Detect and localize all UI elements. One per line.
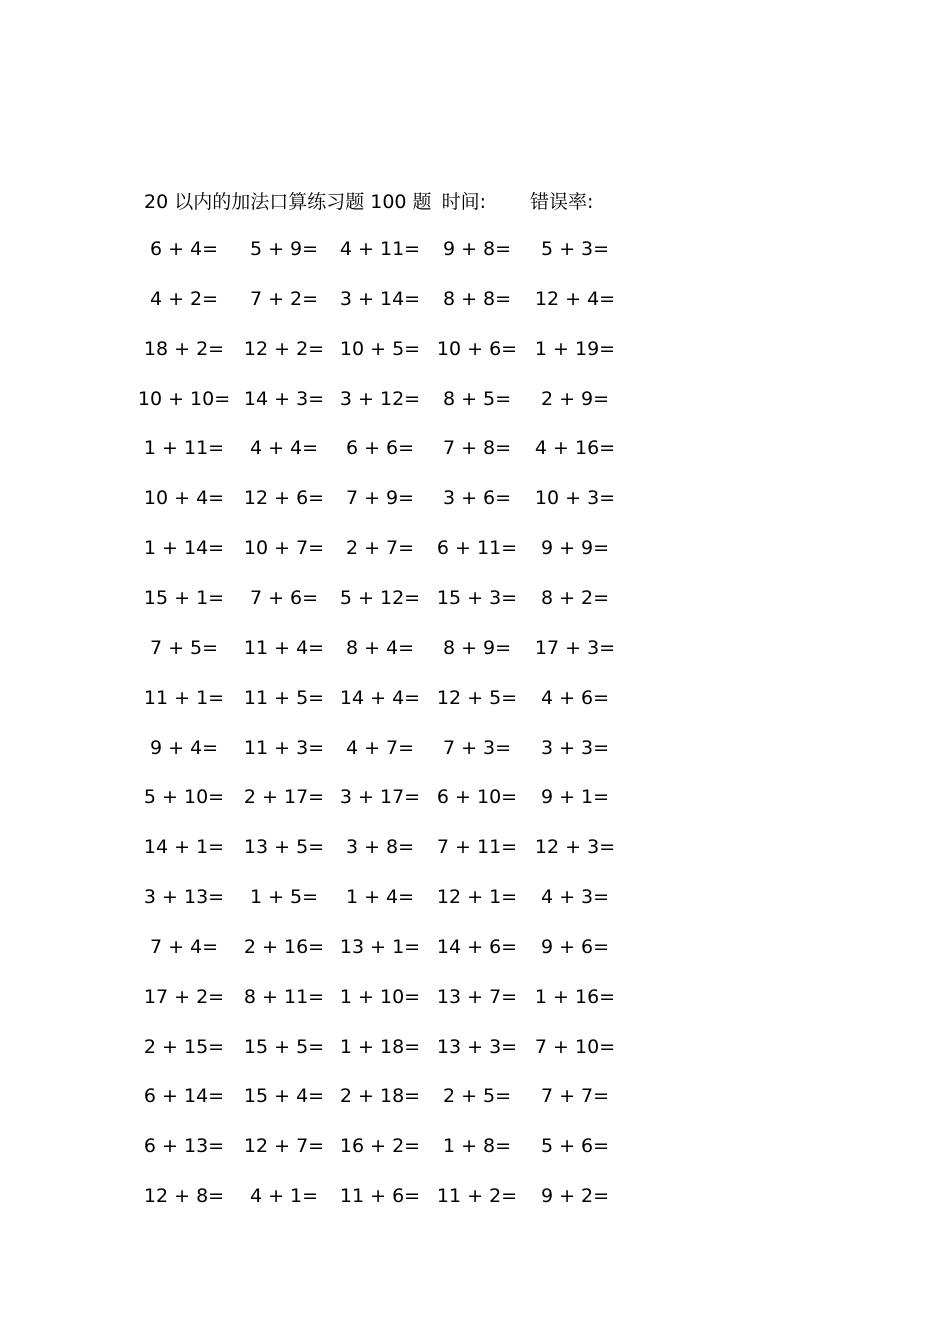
- problem-item: 8 + 11=: [243, 985, 325, 1008]
- problem-item: 1 + 10=: [339, 985, 421, 1008]
- problem-item: 13 + 5=: [243, 836, 325, 859]
- problem-item: 11 + 1=: [143, 686, 225, 709]
- problem-item: 17 + 3=: [534, 636, 616, 659]
- problem-item: 7 + 9=: [345, 487, 415, 510]
- problem-item: 12 + 3=: [534, 836, 616, 859]
- problem-item: 1 + 5=: [249, 886, 319, 909]
- problem-item: 5 + 9=: [249, 238, 319, 260]
- problem-item: 8 + 4=: [345, 636, 415, 659]
- problem-item: 15 + 1=: [143, 586, 225, 609]
- problem-item: 15 + 4=: [243, 1085, 325, 1108]
- problem-item: 9 + 2=: [540, 1185, 610, 1208]
- problem-item: 7 + 6=: [249, 586, 319, 609]
- problem-item: 4 + 1=: [249, 1185, 319, 1208]
- problem-item: 5 + 12=: [339, 586, 421, 609]
- problem-item: 12 + 5=: [436, 686, 518, 709]
- problem-item: 4 + 7=: [345, 736, 415, 759]
- problem-item: 6 + 13=: [143, 1135, 225, 1158]
- problem-item: 9 + 9=: [540, 537, 610, 560]
- problem-item: 3 + 12=: [339, 387, 421, 410]
- problem-item: 1 + 14=: [143, 537, 225, 560]
- problem-item: 11 + 4=: [243, 636, 325, 659]
- problem-item: 14 + 1=: [143, 836, 225, 859]
- problem-item: 9 + 8=: [442, 238, 512, 260]
- problem-item: 14 + 4=: [339, 686, 421, 709]
- problem-item: 8 + 8=: [442, 287, 512, 310]
- problem-item: 6 + 6=: [345, 437, 415, 460]
- problem-item: 14 + 6=: [436, 935, 518, 958]
- problem-item: 4 + 11=: [339, 238, 421, 260]
- problem-item: 16 + 2=: [339, 1135, 421, 1158]
- problem-item: 10 + 6=: [436, 337, 518, 360]
- problem-item: 4 + 16=: [534, 437, 616, 460]
- problem-item: 4 + 3=: [540, 886, 610, 909]
- problem-item: 4 + 6=: [540, 686, 610, 709]
- problem-item: 11 + 3=: [243, 736, 325, 759]
- problem-item: 6 + 4=: [149, 238, 219, 260]
- problem-item: 7 + 3=: [442, 736, 512, 759]
- problem-item: 13 + 7=: [436, 985, 518, 1008]
- problem-item: 10 + 4=: [143, 487, 225, 510]
- problem-item: 12 + 2=: [243, 337, 325, 360]
- problem-item: 7 + 5=: [149, 636, 219, 659]
- problem-item: 1 + 18=: [339, 1035, 421, 1058]
- problem-item: 12 + 1=: [436, 886, 518, 909]
- problem-item: 3 + 3=: [540, 736, 610, 759]
- worksheet-title: 20 以内的加法口算练习题 100 题: [144, 190, 432, 213]
- error-rate-label: 错误率:: [529, 190, 594, 213]
- problem-item: 2 + 17=: [243, 786, 325, 809]
- problem-item: 3 + 13=: [143, 886, 225, 909]
- problem-item: 15 + 3=: [436, 586, 518, 609]
- problem-item: 6 + 14=: [143, 1085, 225, 1108]
- problem-item: 9 + 1=: [540, 786, 610, 809]
- problem-item: 7 + 11=: [436, 836, 518, 859]
- problem-item: 13 + 3=: [436, 1035, 518, 1058]
- problem-item: 3 + 6=: [442, 487, 512, 510]
- problem-item: 9 + 6=: [540, 935, 610, 958]
- problem-item: 1 + 11=: [143, 437, 225, 460]
- problem-item: 2 + 5=: [442, 1085, 512, 1108]
- problem-item: 11 + 6=: [339, 1185, 421, 1208]
- time-label: 时间:: [441, 190, 486, 213]
- problem-item: 7 + 7=: [540, 1085, 610, 1108]
- problem-item: 13 + 1=: [339, 935, 421, 958]
- problem-item: 12 + 8=: [143, 1185, 225, 1208]
- problem-item: 12 + 4=: [534, 287, 616, 310]
- problem-item: 6 + 11=: [436, 537, 518, 560]
- problem-item: 5 + 6=: [540, 1135, 610, 1158]
- problem-item: 3 + 17=: [339, 786, 421, 809]
- problem-item: 7 + 4=: [149, 935, 219, 958]
- problem-item: 2 + 16=: [243, 935, 325, 958]
- problem-item: 17 + 2=: [143, 985, 225, 1008]
- problem-item: 2 + 15=: [143, 1035, 225, 1058]
- problem-item: 18 + 2=: [143, 337, 225, 360]
- problem-item: 3 + 8=: [345, 836, 415, 859]
- problem-item: 7 + 10=: [534, 1035, 616, 1058]
- problem-item: 12 + 7=: [243, 1135, 325, 1158]
- problem-item: 1 + 4=: [345, 886, 415, 909]
- problem-item: 2 + 18=: [339, 1085, 421, 1108]
- problem-item: 5 + 3=: [540, 238, 610, 260]
- problem-item: 2 + 7=: [345, 537, 415, 560]
- problem-item: 12 + 6=: [243, 487, 325, 510]
- problem-item: 1 + 16=: [534, 985, 616, 1008]
- problem-item: 7 + 8=: [442, 437, 512, 460]
- problem-item: 10 + 5=: [339, 337, 421, 360]
- problem-item: 15 + 5=: [243, 1035, 325, 1058]
- problem-item: 7 + 2=: [249, 287, 319, 310]
- problem-item: 3 + 14=: [339, 287, 421, 310]
- problem-item: 4 + 4=: [249, 437, 319, 460]
- problem-item: 1 + 8=: [442, 1135, 512, 1158]
- problem-item: 10 + 3=: [534, 487, 616, 510]
- problem-item: 5 + 10=: [143, 786, 225, 809]
- problem-item: 6 + 10=: [436, 786, 518, 809]
- problem-item: 14 + 3=: [243, 387, 325, 410]
- problem-item: 8 + 5=: [442, 387, 512, 410]
- problem-item: 8 + 2=: [540, 586, 610, 609]
- problem-item: 2 + 9=: [540, 387, 610, 410]
- problem-item: 11 + 5=: [243, 686, 325, 709]
- problem-item: 11 + 2=: [436, 1185, 518, 1208]
- problem-item: 4 + 2=: [149, 287, 219, 310]
- problem-item: 10 + 7=: [243, 537, 325, 560]
- problem-item: 1 + 19=: [534, 337, 616, 360]
- problem-item: 8 + 9=: [442, 636, 512, 659]
- problem-item: 9 + 4=: [149, 736, 219, 759]
- problem-item: 10 + 10=: [137, 387, 231, 410]
